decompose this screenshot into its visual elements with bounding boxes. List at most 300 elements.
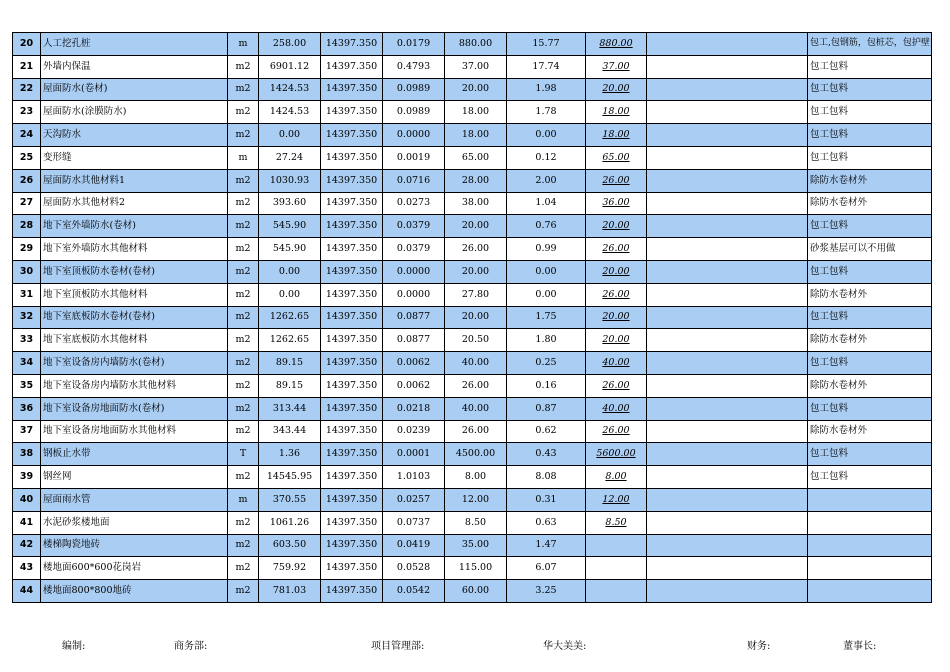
unit-price-cell: 18.00	[445, 101, 507, 124]
note-cell: 除防水卷材外	[808, 420, 932, 443]
area-cell: 14397.350	[321, 397, 383, 420]
target-price-cell	[586, 78, 647, 101]
row-number-cell: 29	[13, 238, 41, 261]
item-name-cell: 地下室顶板防水其他材料	[41, 283, 228, 306]
area-cell: 14397.350	[321, 192, 383, 215]
target-price-value: 8.50	[605, 516, 627, 528]
table-row	[13, 101, 932, 124]
unit-cell: m2	[228, 238, 259, 261]
target-price-cell	[586, 488, 647, 511]
target-price-cell	[586, 55, 647, 78]
blank-cell-cell	[647, 238, 808, 261]
table-row	[13, 557, 932, 580]
quantity-cell: 1262.65	[259, 306, 321, 329]
project-label: 项目管理部:	[371, 641, 425, 652]
row-number-cell: 30	[13, 260, 41, 283]
blank-cell-cell	[647, 124, 808, 147]
unit-price-cell: 4500.00	[445, 443, 507, 466]
target-price-cell	[586, 169, 647, 192]
row-number-cell: 35	[13, 374, 41, 397]
area-cell: 14397.350	[321, 534, 383, 557]
item-name-cell: 地下室外墙防水(卷材)	[41, 215, 228, 238]
unit-price-cell: 8.00	[445, 466, 507, 489]
ratio-cell: 0.0877	[383, 306, 445, 329]
ratio-cell: 0.0239	[383, 420, 445, 443]
area-cell: 14397.350	[321, 580, 383, 603]
item-name-cell: 地下室设备房内墙防水(卷材)	[41, 352, 228, 375]
blank-cell-cell	[647, 33, 808, 56]
quantity-cell: 89.15	[259, 374, 321, 397]
table-row	[13, 33, 932, 56]
area-cell: 14397.350	[321, 260, 383, 283]
unit-cell: m	[228, 146, 259, 169]
unit-cell: m2	[228, 374, 259, 397]
blank-cell-cell	[647, 215, 808, 238]
blank-cell-cell	[647, 557, 808, 580]
ratio-cell: 0.0379	[383, 215, 445, 238]
unit-cost-cell: 0.16	[507, 374, 586, 397]
chairman-label: 董事长:	[843, 641, 877, 652]
area-cell: 14397.350	[321, 124, 383, 147]
note-cell: 除防水卷材外	[808, 169, 932, 192]
unit-cell: m2	[228, 466, 259, 489]
blank-cell-cell	[647, 78, 808, 101]
blank-cell-cell	[647, 192, 808, 215]
blank-cell-cell	[647, 580, 808, 603]
target-price-cell	[586, 238, 647, 261]
unit-cost-cell: 1.98	[507, 78, 586, 101]
item-name-cell: 人工挖孔桩	[41, 33, 228, 56]
quantity-cell: 6901.12	[259, 55, 321, 78]
note-cell: 除防水卷材外	[808, 329, 932, 352]
unit-price-cell: 40.00	[445, 397, 507, 420]
item-name-cell: 地下室顶板防水卷材(卷材)	[41, 260, 228, 283]
unit-cell: m2	[228, 534, 259, 557]
table-row	[13, 283, 932, 306]
unit-cell: m2	[228, 557, 259, 580]
ratio-cell: 0.0716	[383, 169, 445, 192]
target-price-cell	[586, 215, 647, 238]
quantity-cell: 603.50	[259, 534, 321, 557]
ratio-cell: 1.0103	[383, 466, 445, 489]
ratio-cell: 0.0218	[383, 397, 445, 420]
huada-label: 华大美美:	[543, 641, 587, 652]
ratio-cell: 0.0000	[383, 260, 445, 283]
item-name-cell: 钢板止水带	[41, 443, 228, 466]
target-price-cell	[586, 557, 647, 580]
row-number-cell: 21	[13, 55, 41, 78]
target-price-value: 8.00	[605, 471, 627, 483]
note-cell: 包工包料	[808, 466, 932, 489]
unit-cell: m2	[228, 420, 259, 443]
finance-label: 财务:	[747, 641, 771, 652]
area-cell: 14397.350	[321, 55, 383, 78]
row-number-cell: 32	[13, 306, 41, 329]
unit-cell: m2	[228, 55, 259, 78]
table-row	[13, 55, 932, 78]
table-row	[13, 260, 932, 283]
row-number-cell: 38	[13, 443, 41, 466]
item-name-cell: 地下室底板防水卷材(卷材)	[41, 306, 228, 329]
compiled-label: 编制:	[62, 641, 86, 652]
quantity-cell: 0.00	[259, 124, 321, 147]
note-cell: 包工包料	[808, 78, 932, 101]
quantity-cell: 1.36	[259, 443, 321, 466]
quantity-cell: 27.24	[259, 146, 321, 169]
quantity-cell: 89.15	[259, 352, 321, 375]
row-number-cell: 23	[13, 101, 41, 124]
note-cell	[808, 511, 932, 534]
unit-cost-cell: 0.63	[507, 511, 586, 534]
quantity-cell: 258.00	[259, 33, 321, 56]
ratio-cell: 0.0989	[383, 101, 445, 124]
note-cell: 包工,包钢筋，包桩芯，包护壁	[808, 33, 932, 56]
note-cell	[808, 534, 932, 557]
blank-cell-cell	[647, 488, 808, 511]
target-price-value: 18.00	[602, 106, 630, 118]
item-name-cell: 楼地面800*800地砖	[41, 580, 228, 603]
target-price-cell	[586, 443, 647, 466]
row-number-cell: 44	[13, 580, 41, 603]
unit-cost-cell: 0.76	[507, 215, 586, 238]
table-row	[13, 488, 932, 511]
ratio-cell: 0.0877	[383, 329, 445, 352]
unit-cell: m2	[228, 580, 259, 603]
note-cell	[808, 557, 932, 580]
target-price-cell	[586, 374, 647, 397]
table-row	[13, 397, 932, 420]
note-cell: 包工包料	[808, 352, 932, 375]
unit-cost-cell: 3.25	[507, 580, 586, 603]
blank-cell-cell	[647, 352, 808, 375]
area-cell: 14397.350	[321, 215, 383, 238]
item-name-cell: 地下室设备房地面防水其他材料	[41, 420, 228, 443]
target-price-value: 26.00	[602, 174, 630, 186]
unit-price-cell: 20.50	[445, 329, 507, 352]
area-cell: 14397.350	[321, 238, 383, 261]
ratio-cell: 0.0419	[383, 534, 445, 557]
target-price-cell	[586, 397, 647, 420]
target-price-value: 18.00	[602, 129, 630, 141]
unit-price-cell: 40.00	[445, 352, 507, 375]
unit-cost-cell: 17.74	[507, 55, 586, 78]
unit-cost-cell: 2.00	[507, 169, 586, 192]
note-cell	[808, 488, 932, 511]
item-name-cell: 地下室外墙防水其他材料	[41, 238, 228, 261]
target-price-cell	[586, 101, 647, 124]
quantity-cell: 343.44	[259, 420, 321, 443]
table-row	[13, 374, 932, 397]
quantity-cell: 545.90	[259, 238, 321, 261]
target-price-cell	[586, 534, 647, 557]
blank-cell-cell	[647, 534, 808, 557]
unit-cost-cell: 0.00	[507, 260, 586, 283]
note-cell: 除防水卷材外	[808, 192, 932, 215]
quantity-cell: 1030.93	[259, 169, 321, 192]
ratio-cell: 0.0273	[383, 192, 445, 215]
unit-cell: m	[228, 488, 259, 511]
target-price-cell	[586, 466, 647, 489]
row-number-cell: 28	[13, 215, 41, 238]
area-cell: 14397.350	[321, 33, 383, 56]
unit-cost-cell: 1.47	[507, 534, 586, 557]
row-number-cell: 43	[13, 557, 41, 580]
note-cell: 包工包料	[808, 397, 932, 420]
table-row	[13, 238, 932, 261]
row-number-cell: 22	[13, 78, 41, 101]
target-price-cell	[586, 306, 647, 329]
area-cell: 14397.350	[321, 466, 383, 489]
quantity-cell: 545.90	[259, 215, 321, 238]
item-name-cell: 屋面防水其他材料2	[41, 192, 228, 215]
ratio-cell: 0.0989	[383, 78, 445, 101]
item-name-cell: 外墙内保温	[41, 55, 228, 78]
item-name-cell: 屋面防水其他材料1	[41, 169, 228, 192]
quantity-cell: 1424.53	[259, 78, 321, 101]
ratio-cell: 0.0257	[383, 488, 445, 511]
target-price-cell	[586, 352, 647, 375]
item-name-cell: 屋面防水(涂膜防水)	[41, 101, 228, 124]
ratio-cell: 0.0737	[383, 511, 445, 534]
area-cell: 14397.350	[321, 169, 383, 192]
target-price-cell	[586, 420, 647, 443]
unit-cell: m2	[228, 101, 259, 124]
business-label: 商务部:	[174, 641, 208, 652]
blank-cell-cell	[647, 146, 808, 169]
table-row	[13, 78, 932, 101]
unit-cost-cell: 1.04	[507, 192, 586, 215]
quantity-cell: 759.92	[259, 557, 321, 580]
note-cell: 包工包料	[808, 215, 932, 238]
note-cell: 包工包料	[808, 101, 932, 124]
table-row	[13, 192, 932, 215]
blank-cell-cell	[647, 283, 808, 306]
table-row	[13, 466, 932, 489]
area-cell: 14397.350	[321, 283, 383, 306]
ratio-cell: 0.0062	[383, 352, 445, 375]
quantity-cell: 14545.95	[259, 466, 321, 489]
item-name-cell: 屋面雨水管	[41, 488, 228, 511]
area-cell: 14397.350	[321, 443, 383, 466]
area-cell: 14397.350	[321, 511, 383, 534]
ratio-cell: 0.0001	[383, 443, 445, 466]
quantity-cell: 393.60	[259, 192, 321, 215]
area-cell: 14397.350	[321, 306, 383, 329]
unit-cell: m2	[228, 215, 259, 238]
area-cell: 14397.350	[321, 101, 383, 124]
target-price-cell	[586, 260, 647, 283]
blank-cell-cell	[647, 329, 808, 352]
unit-cell: m2	[228, 169, 259, 192]
table-row	[13, 511, 932, 534]
quantity-cell: 0.00	[259, 260, 321, 283]
target-price-cell	[586, 146, 647, 169]
blank-cell-cell	[647, 101, 808, 124]
blank-cell-cell	[647, 443, 808, 466]
unit-cell: m2	[228, 352, 259, 375]
quantity-cell: 1262.65	[259, 329, 321, 352]
table-row	[13, 534, 932, 557]
unit-cost-cell: 1.75	[507, 306, 586, 329]
table-row	[13, 329, 932, 352]
unit-price-cell: 12.00	[445, 488, 507, 511]
unit-price-cell: 26.00	[445, 238, 507, 261]
blank-cell-cell	[647, 397, 808, 420]
target-price-cell	[586, 124, 647, 147]
row-number-cell: 34	[13, 352, 41, 375]
item-name-cell: 钢丝网	[41, 466, 228, 489]
item-name-cell: 天沟防水	[41, 124, 228, 147]
unit-cost-cell: 0.99	[507, 238, 586, 261]
unit-price-cell: 60.00	[445, 580, 507, 603]
note-cell: 除防水卷材外	[808, 374, 932, 397]
target-price-value: 20.00	[602, 311, 630, 323]
unit-cost-cell: 1.80	[507, 329, 586, 352]
area-cell: 14397.350	[321, 488, 383, 511]
quantity-cell: 781.03	[259, 580, 321, 603]
item-name-cell: 地下室设备房地面防水(卷材)	[41, 397, 228, 420]
target-price-value: 36.00	[602, 197, 630, 209]
row-number-cell: 20	[13, 33, 41, 56]
quantity-cell: 313.44	[259, 397, 321, 420]
target-price-cell	[586, 329, 647, 352]
row-number-cell: 42	[13, 534, 41, 557]
ratio-cell: 0.0379	[383, 238, 445, 261]
row-number-cell: 41	[13, 511, 41, 534]
area-cell: 14397.350	[321, 352, 383, 375]
blank-cell-cell	[647, 55, 808, 78]
note-cell: 砂浆基层可以不用做	[808, 238, 932, 261]
unit-price-cell: 38.00	[445, 192, 507, 215]
row-number-cell: 40	[13, 488, 41, 511]
note-cell: 包工包料	[808, 146, 932, 169]
unit-cost-cell: 0.87	[507, 397, 586, 420]
table-row	[13, 580, 932, 603]
unit-price-cell: 20.00	[445, 306, 507, 329]
unit-cell: T	[228, 443, 259, 466]
row-number-cell: 25	[13, 146, 41, 169]
table-row	[13, 215, 932, 238]
unit-cell: m2	[228, 124, 259, 147]
unit-cost-cell: 1.78	[507, 101, 586, 124]
unit-cost-cell: 6.07	[507, 557, 586, 580]
ratio-cell: 0.0179	[383, 33, 445, 56]
target-price-value: 26.00	[602, 425, 630, 437]
ratio-cell: 0.0019	[383, 146, 445, 169]
note-cell: 包工包料	[808, 306, 932, 329]
row-number-cell: 33	[13, 329, 41, 352]
unit-price-cell: 28.00	[445, 169, 507, 192]
target-price-value: 5600.00	[596, 448, 636, 460]
unit-price-cell: 20.00	[445, 260, 507, 283]
blank-cell-cell	[647, 306, 808, 329]
quantity-cell: 0.00	[259, 283, 321, 306]
item-name-cell: 楼梯陶瓷地砖	[41, 534, 228, 557]
unit-price-cell: 880.00	[445, 33, 507, 56]
unit-price-cell: 26.00	[445, 374, 507, 397]
row-number-cell: 26	[13, 169, 41, 192]
target-price-value: 40.00	[602, 402, 630, 414]
unit-price-cell: 35.00	[445, 534, 507, 557]
target-price-value: 65.00	[602, 151, 630, 163]
row-number-cell: 27	[13, 192, 41, 215]
blank-cell-cell	[647, 260, 808, 283]
item-name-cell: 变形缝	[41, 146, 228, 169]
area-cell: 14397.350	[321, 146, 383, 169]
note-cell: 除防水卷材外	[808, 283, 932, 306]
quantity-cell: 1061.26	[259, 511, 321, 534]
quantity-cell: 370.55	[259, 488, 321, 511]
unit-cost-cell: 0.00	[507, 124, 586, 147]
quantity-cell: 1424.53	[259, 101, 321, 124]
target-price-cell	[586, 511, 647, 534]
unit-price-cell: 18.00	[445, 124, 507, 147]
area-cell: 14397.350	[321, 420, 383, 443]
ratio-cell: 0.0000	[383, 124, 445, 147]
table-row	[13, 306, 932, 329]
signature-footer	[0, 637, 950, 653]
row-number-cell: 39	[13, 466, 41, 489]
table-row	[13, 420, 932, 443]
target-price-cell	[586, 192, 647, 215]
ratio-cell: 0.0528	[383, 557, 445, 580]
table-row	[13, 443, 932, 466]
unit-price-cell: 20.00	[445, 215, 507, 238]
unit-price-cell: 115.00	[445, 557, 507, 580]
item-name-cell: 屋面防水(卷材)	[41, 78, 228, 101]
table-row	[13, 352, 932, 375]
target-price-value: 880.00	[599, 37, 633, 49]
unit-cell: m	[228, 33, 259, 56]
unit-cell: m2	[228, 329, 259, 352]
unit-price-cell: 20.00	[445, 78, 507, 101]
row-number-cell: 36	[13, 397, 41, 420]
target-price-value: 20.00	[602, 220, 630, 232]
blank-cell-cell	[647, 511, 808, 534]
unit-price-cell: 27.80	[445, 283, 507, 306]
unit-cost-cell: 0.31	[507, 488, 586, 511]
note-cell: 包工包料	[808, 443, 932, 466]
table-row	[13, 169, 932, 192]
unit-cell: m2	[228, 192, 259, 215]
target-price-value: 37.00	[602, 60, 630, 72]
target-price-value: 20.00	[602, 83, 630, 95]
target-price-value: 12.00	[602, 493, 630, 505]
table-row	[13, 124, 932, 147]
unit-cost-cell: 8.08	[507, 466, 586, 489]
target-price-value: 20.00	[602, 265, 630, 277]
note-cell	[808, 580, 932, 603]
note-cell: 包工包料	[808, 124, 932, 147]
note-cell: 包工包料	[808, 55, 932, 78]
item-name-cell: 地下室设备房内墙防水其他材料	[41, 374, 228, 397]
unit-cost-cell: 0.25	[507, 352, 586, 375]
unit-cost-cell: 0.12	[507, 146, 586, 169]
unit-price-cell: 65.00	[445, 146, 507, 169]
unit-cell: m2	[228, 260, 259, 283]
area-cell: 14397.350	[321, 374, 383, 397]
blank-cell-cell	[647, 466, 808, 489]
ratio-cell: 0.0062	[383, 374, 445, 397]
target-price-value: 26.00	[602, 288, 630, 300]
target-price-cell	[586, 283, 647, 306]
unit-cell: m2	[228, 78, 259, 101]
blank-cell-cell	[647, 169, 808, 192]
row-number-cell: 37	[13, 420, 41, 443]
unit-cell: m2	[228, 283, 259, 306]
ratio-cell: 0.0000	[383, 283, 445, 306]
unit-cost-cell: 0.62	[507, 420, 586, 443]
